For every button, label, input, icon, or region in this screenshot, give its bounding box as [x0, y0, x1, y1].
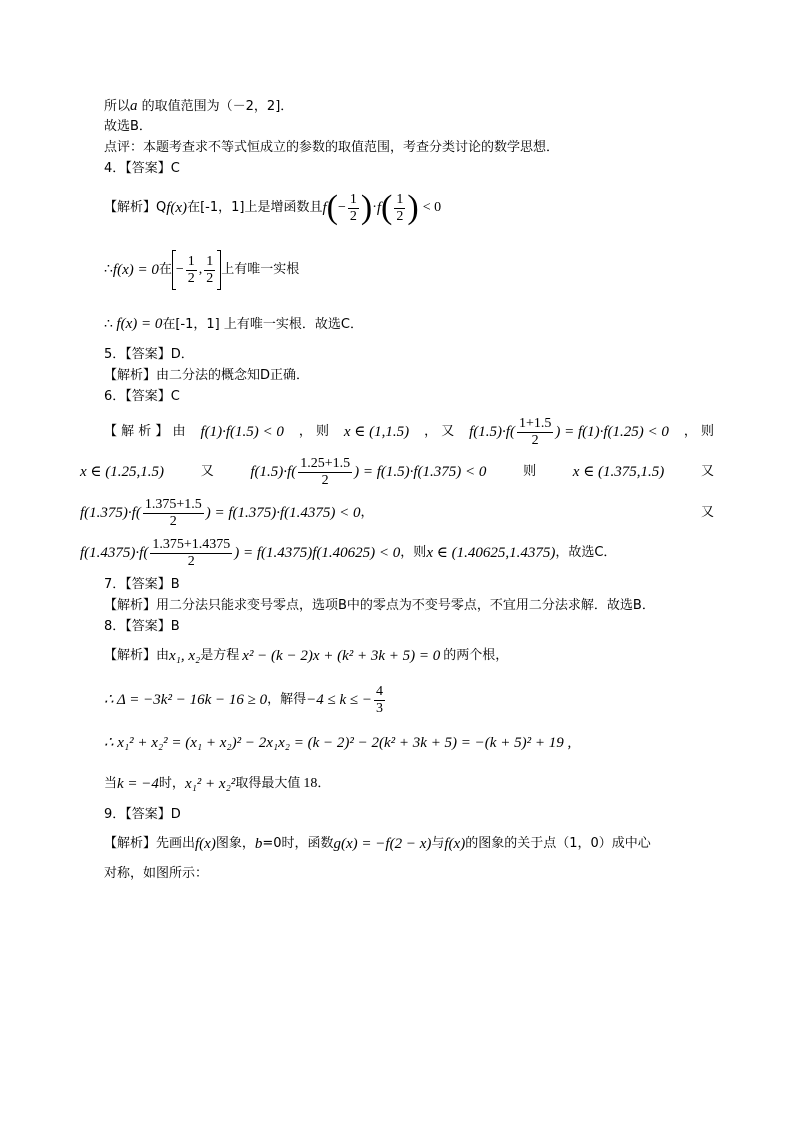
text: 图象， [215, 836, 255, 851]
text-line: 【解析】用二分法只能求变号零点，选项B中的零点为不变号零点，不宜用二分法求解．故选B． [104, 598, 655, 613]
math: f(1)·f(1.5) < 0 [200, 424, 284, 440]
math: f(1.5)·f( [250, 464, 297, 480]
text: 在[-1，1] 上有唯一实根．故选C． [162, 317, 363, 332]
math: 18 [303, 776, 318, 791]
text-line [104, 98, 293, 115]
text: 的图象的关于点（1，0）成中心 [465, 836, 651, 851]
text: 取得最大值 [235, 776, 301, 791]
math: ) = f(1.4375)f(1.40625) < 0 [234, 545, 401, 561]
math: f(x) = 0 [116, 316, 163, 332]
math: g(x) = −f(2 − x) [333, 836, 432, 852]
text: 与 [431, 836, 445, 851]
fraction: $\frac{1}{2}$ [396, 191, 404, 224]
math: ∴ Δ = −3k² − 16k − 16 ≥ 0 [104, 692, 268, 708]
math: x₁, x₂ [169, 648, 201, 664]
text-line [104, 678, 387, 722]
math: f(x) [166, 200, 188, 216]
text-line [104, 836, 651, 852]
text: 【 解 析 】 由 [104, 424, 186, 439]
text: ，则 [400, 545, 427, 560]
text: 是方程 [200, 648, 240, 663]
text-line [80, 493, 714, 533]
text-line: ∴ f(x) = 0 在 − $\frac{1}{2}$ , $\frac{1}{2}$ 上有唯一实根 [104, 248, 299, 292]
math: f(1.375)·f( [80, 505, 141, 521]
math: k = −4 [117, 776, 159, 792]
text: 【解析】先画出 [104, 836, 196, 851]
math: f(1.5)·f( [469, 424, 515, 440]
text: 则 [523, 464, 537, 479]
fraction: $\frac{4}{3}$ [375, 683, 383, 716]
text-line [80, 533, 616, 573]
text: =0时，函数 [262, 836, 334, 851]
text-line [104, 776, 330, 792]
text: ， [360, 505, 374, 520]
text: ∴ [104, 317, 117, 332]
math: ) = f(1.5)·f(1.375) < 0 [354, 464, 487, 480]
text-line [104, 648, 508, 664]
text-line: 【解析】Q f(x) 在[-1，1]上是增函数且 f ( − $\frac{1}{2}$ ) · f ( $\frac{1}{2}$ ) < 0 [104, 189, 442, 226]
math: x ∈ (1,1.5) [343, 424, 410, 440]
math: x ∈ (1.25,1.5) [80, 464, 165, 480]
math: x ∈ (1.375,1.5) [572, 464, 665, 480]
math: x² − (k − 2)x + (k² + 3k + 5) = 0 [242, 648, 441, 664]
fraction: $\frac{1+1.5}{2}$ [518, 415, 552, 448]
math: f(1.4375)·f( [80, 545, 149, 561]
text-line: 【解析】由二分法的概念知D正确． [104, 368, 310, 383]
text-line: 故选B． [104, 119, 152, 134]
math: x₁² + x₂² [184, 776, 236, 792]
text: ， 又 [424, 424, 455, 439]
math: ) = f(1)·f(1.25) < 0 [555, 424, 669, 440]
answer-heading: 9．【答案】D [104, 807, 181, 822]
math: x ∈ (1.40625,1.4375) [426, 545, 556, 561]
text: 又 [200, 464, 214, 479]
text: ， 则 [298, 424, 329, 439]
fraction: $\frac{1.25+1.5}{2}$ [300, 455, 351, 488]
math: f(x) [444, 836, 466, 852]
text-line [104, 316, 363, 333]
math: −4 ≤ k ≤ − [306, 692, 372, 708]
math: f(x) = 0 [112, 262, 159, 278]
text: 在[-1，1]上是增函数且 [187, 200, 323, 215]
fraction: $\frac{1.375+1.4375}{2}$ [152, 536, 231, 569]
math-var: a [130, 98, 138, 114]
fraction: $\frac{1.375+1.5}{2}$ [144, 496, 202, 529]
text-line [104, 412, 714, 452]
text: ． [317, 776, 331, 791]
text: 的取值范围为（－2，2]． [137, 99, 294, 114]
text-line: 点评：本题考查求不等式恒成立的参数的取值范围，考查分类讨论的数学思想． [104, 140, 560, 155]
text: ，故选C． [555, 545, 617, 560]
fraction: $\frac{1}{2}$ [206, 253, 214, 286]
text-line [80, 452, 714, 492]
fraction: $\frac{1}{2}$ [349, 191, 357, 224]
answer-heading: 4．【答案】C [104, 161, 180, 176]
math: ) = f(1.375)·f(1.4375) < 0 [205, 505, 361, 521]
text: ∴ [104, 262, 113, 277]
text: 所以 [104, 99, 131, 114]
math: f [322, 200, 327, 216]
answer-heading: 6．【答案】C [104, 389, 180, 404]
text: 在 [158, 262, 172, 277]
answer-heading: 7．【答案】B [104, 577, 180, 592]
math-line: ∴ x₁² + x₂² = (x₁ + x₂)² − 2x₁x₂ = (k − 2)² − 2(k² + 3k + 5) = −(k + 5)² + 19 , [104, 735, 572, 751]
text: 当 [104, 776, 118, 791]
text: 又 [700, 505, 714, 520]
answer-heading: 8．【答案】B [104, 619, 180, 634]
answer-heading: 5．【答案】D． [104, 347, 194, 362]
text-line: 对称，如图所示： [104, 866, 209, 881]
math: b [254, 836, 263, 852]
text: 【解析】由 [104, 648, 170, 663]
text: 又 [700, 464, 714, 479]
math: f(x) [195, 836, 216, 852]
text: 的两个根， [443, 648, 509, 663]
math: < 0 [422, 200, 442, 215]
text: 时， [158, 776, 185, 791]
text: 上有唯一实根 [221, 262, 300, 277]
text: ，解得 [267, 692, 307, 707]
text: 【解析】Q [104, 200, 167, 215]
fraction: $\frac{1}{2}$ [187, 253, 195, 286]
text: ， 则 [683, 424, 714, 439]
